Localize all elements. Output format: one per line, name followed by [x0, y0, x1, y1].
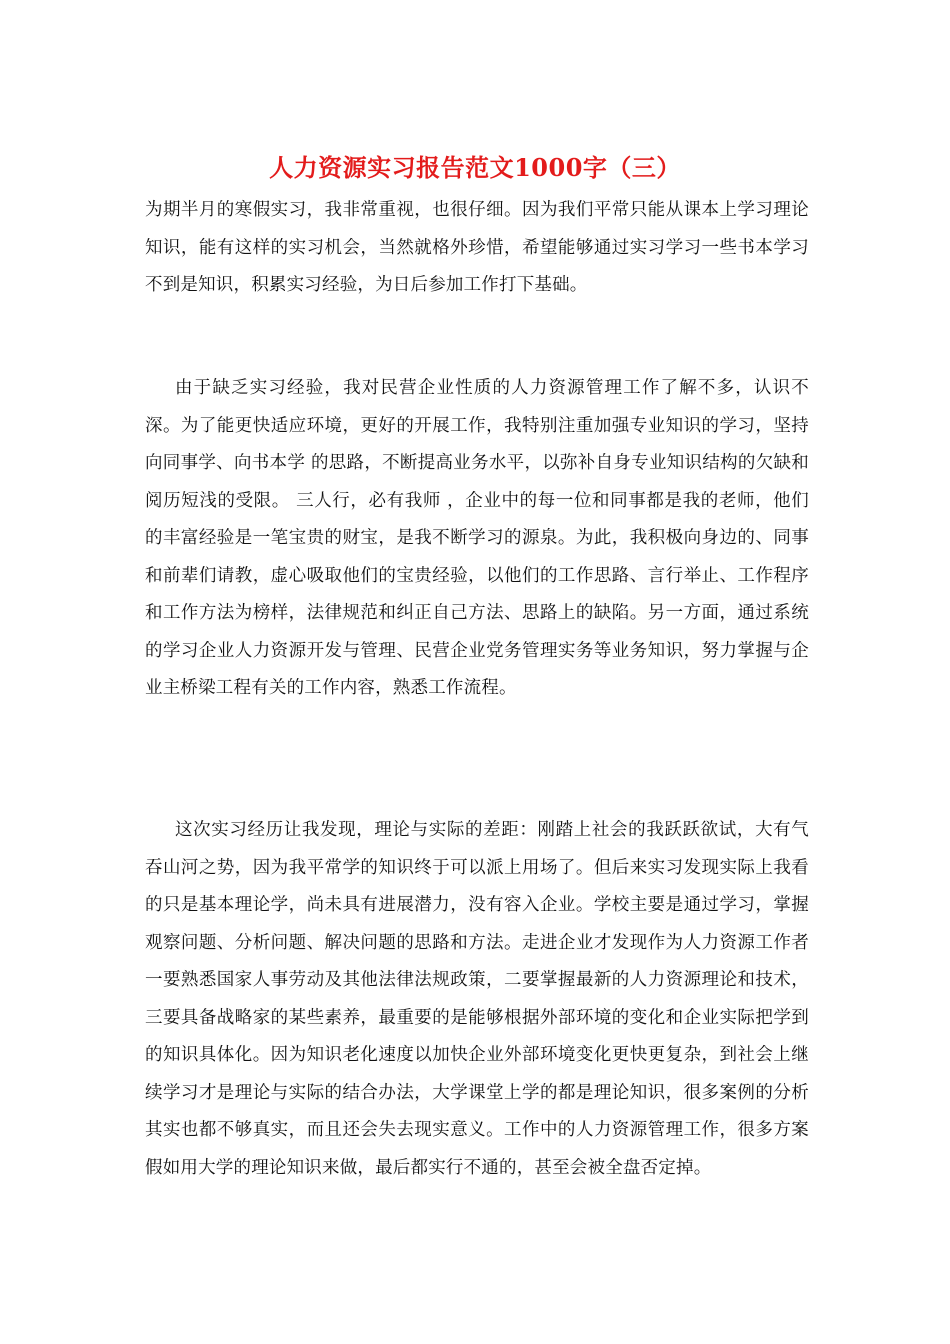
paragraph-1: 为期半月的寒假实习，我非常重视，也很仔细。因为我们平常只能从课本上学习理论知识，能有这样的实习机会，当然就格外珍惜，希望能够通过实习学习一些书本学习不到是知识，积累实习经验，为日后参加工作打下基础。 [145, 200, 809, 295]
paragraph-2: 由于缺乏实习经验，我对民营企业性质的人力资源管理工作了解不多，认识不深。为了能更快适应环境，更好的开展工作，我特别注重加强专业知识的学习，坚持 向同事学、向书本学 的思路，不断提高业务水平，以弥补自身专业知识结构的欠缺和阅历短浅的受限。 三人行，必有我师 ，企业中的每一位和同事都是我的老师，他们的丰富经验是一笔宝贵的财宝，是我不断学习的源泉。为此，我积极向身边的、同事和前辈们请教，虚心吸取他们的宝贵经验，以他们的工作思路、言行举止、工作程序和工作方法为榜样，法律规范和纠正自己方法、思路上的缺陷。另一方面，通过系统的学习企业人力资源开发与管理、民营企业党务管理实务等业务知识，努力掌握与企业主桥梁工程有关的工作内容，熟悉工作流程。 [145, 378, 809, 698]
paragraph-3: 这次实习经历让我发现，理论与实际的差距：刚踏上社会的我跃跃欲试，大有气吞山河之势，因为我平常学的知识终于可以派上用场了。但后来实习发现实际上我看的只是基本理论学，尚未具有进展潜力，没有容入企业。学校主要是通过学习，掌握观察问题、分析问题、解决问题的思路和方法。走进企业才发现作为人力资源工作者一要熟悉国家人事劳动及其他法律法规政策，二要掌握最新的人力资源理论和技术，三要具备战略家的某些素养，最重要的是能够根据外部环境的变化和企业实际把学到的知识具体化。因为知识老化速度以加快企业外部环境变化更快更复杂，到社会上继续学习才是理论与实际的结合办法，大学课堂上学的都是理论知识，很多案例的分析其实也都不够真实，而且还会失去现实意义。工作中的人力资源管理工作，很多方案假如用大学的理论知识来做，最后都实行不通的，甚至会被全盘否定掉。 [145, 820, 809, 1178]
document-title: 人力资源实习报告范文1000字（三） [269, 153, 681, 182]
